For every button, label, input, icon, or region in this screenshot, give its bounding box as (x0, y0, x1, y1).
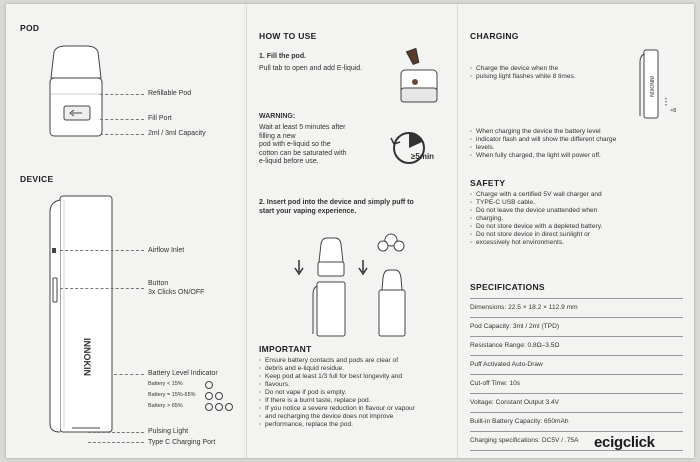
important-item: · Do not vape if pod is empty. (259, 389, 457, 397)
safety-item: · charging. (470, 215, 685, 223)
specifications-table (470, 298, 683, 451)
panel-pod-device (6, 4, 244, 458)
spec-row-resistance: Resistance Range: 0.8Ω–3.5Ω (470, 337, 683, 356)
important-item: · Keep pod at least 1/3 full for best longevity and (259, 373, 457, 381)
battery-led-icon (215, 392, 223, 400)
warning-line-5: e-liquid before use. (259, 158, 319, 165)
step2-line-2: start your vaping experience. (259, 208, 357, 215)
device-label-button: Button (148, 280, 169, 287)
insert-pod-illustration (291, 228, 421, 338)
important-list (259, 357, 457, 429)
device-label-type-c: Type C Charging Port (148, 439, 216, 446)
important-item: · debris and e-liquid residue. (259, 365, 457, 373)
pod-leader-2 (100, 119, 144, 120)
safety-item: · Do not store device with a depleted battery. (470, 223, 685, 231)
spec-row-battery: Built-in Battery Capacity: 650mAh (470, 413, 683, 432)
charging-note: · When fully charged, the light will power off. (470, 152, 685, 160)
spec-row-voltage: Voltage: Constant Output 3.4V (470, 394, 683, 413)
battery-led-icon (205, 392, 213, 400)
pod-leader-1 (100, 94, 144, 95)
important-item: · If you notice a severe reduction in flavour or vapour (259, 405, 457, 413)
panel-charging-safety-specs (457, 4, 695, 458)
timer-label: ≥5min (411, 152, 435, 161)
safety-item: · Do not store device in direct sunlight or (470, 231, 685, 239)
spec-row-cutoff: Cut-off Time: 10s (470, 375, 683, 394)
battery-dots-high (205, 403, 233, 411)
warning-title: WARNING: (259, 113, 296, 120)
spec-row-auto-draw: Puff Activated Auto-Draw (470, 356, 683, 375)
pod-heading: POD (20, 23, 40, 33)
charging-heading: CHARGING (470, 31, 519, 41)
spec-row-pod-capacity: Pod Capacity: 3ml / 2ml (TPD) (470, 318, 683, 337)
battery-led-icon (205, 403, 213, 411)
manual-sheet (6, 4, 694, 458)
device-label-airflow: Airflow Inlet (148, 247, 185, 254)
charging-note: · levels. (470, 144, 685, 152)
battery-led-icon (215, 403, 223, 411)
warning-line-3: pod with e-liquid so the (259, 141, 331, 148)
important-item: · performance, replace the pod. (259, 421, 457, 429)
charging-note: · indicator flash and will show the different charge (470, 136, 685, 144)
charging-note: · When charging the device the battery level (470, 128, 685, 136)
battery-led-icon (205, 381, 213, 389)
battery-row-mid: Battery = 15%-65% (148, 392, 196, 398)
safety-heading: SAFETY (470, 178, 506, 188)
watermark-logo: ecigclick (594, 434, 655, 451)
timer-icon (391, 130, 435, 170)
step2-line-1: 2. Insert pod into the device and simply puff to (259, 199, 414, 206)
pod-label-fill-port: Fill Port (148, 115, 172, 122)
safety-list (470, 191, 685, 247)
pod-label-refillable: Refillable Pod (148, 90, 192, 97)
pod-illustration (46, 44, 106, 144)
battery-row-high: Battery > 65% (148, 403, 183, 409)
safety-item: · TYPE-C USB cable. (470, 199, 685, 207)
device-illustration (46, 192, 116, 442)
battery-dots-low (205, 381, 213, 389)
warning-line-4: cotton can be saturated with (259, 149, 347, 157)
device-leader-button (60, 288, 144, 289)
important-heading: IMPORTANT (259, 344, 312, 354)
battery-led-icon (225, 403, 233, 411)
important-item: · If there is a burnt taste, replace pod. (259, 397, 457, 405)
charging-x8: ×8 (670, 108, 677, 114)
fill-pod-illustration (393, 48, 443, 106)
device-leader-pulsing (88, 432, 144, 433)
charging-intro-line: · Charge the device when the (470, 65, 620, 73)
specifications-heading: SPECIFICATIONS (470, 282, 545, 292)
warning-line-2: filling a new (259, 132, 296, 140)
warning-line-1: Wait at least 5 minutes after (259, 124, 346, 131)
important-item: · and recharging the device does not improve (259, 413, 457, 421)
device-label-pulsing: Pulsing Light (148, 428, 189, 435)
battery-row-low: Battery < 15% (148, 381, 183, 387)
device-label-button-action: 3x Clicks ON/OFF (148, 289, 205, 296)
device-heading: DEVICE (20, 174, 54, 184)
how-to-use-heading: HOW TO USE (259, 31, 317, 41)
panel-how-to-use (246, 4, 457, 458)
spec-row-dimensions: Dimensions: 22.5 × 18.2 × 112.9 mm (470, 298, 683, 318)
pod-label-capacity: 2ml / 3ml Capacity (148, 130, 206, 137)
battery-indicator-title: Battery Level Indicator (148, 370, 218, 377)
pod-leader-3 (100, 134, 144, 135)
important-item: · Ensure battery contacts and pods are clear of (259, 357, 457, 365)
charging-intro (470, 65, 620, 81)
safety-item: · excessively hot environments. (470, 239, 685, 247)
important-item: · flavours. (259, 381, 457, 389)
step1-text: Pull tab to open and add E-liquid. (259, 65, 363, 72)
safety-item: · Charge with a certified 5V wall charger and (470, 191, 685, 199)
device-leader-typec (88, 442, 144, 443)
device-brand-text: INNOKIN (82, 338, 92, 376)
spec-row-charging: Charging specifications: DC5V / .75A (470, 432, 683, 451)
device-leader-battery (114, 374, 144, 375)
battery-dots-mid (205, 392, 223, 400)
charging-notes (470, 128, 685, 160)
charging-intro-line: · pulsing light flashes white 8 times. (470, 73, 620, 81)
step1-title: 1. Fill the pod. (259, 53, 307, 60)
safety-item: · Do not leave the device unattended when (470, 207, 685, 215)
device-leader-airflow (60, 250, 144, 251)
charging-device-illustration (634, 48, 677, 122)
svg-text:INNOKIN: INNOKIN (648, 76, 654, 97)
